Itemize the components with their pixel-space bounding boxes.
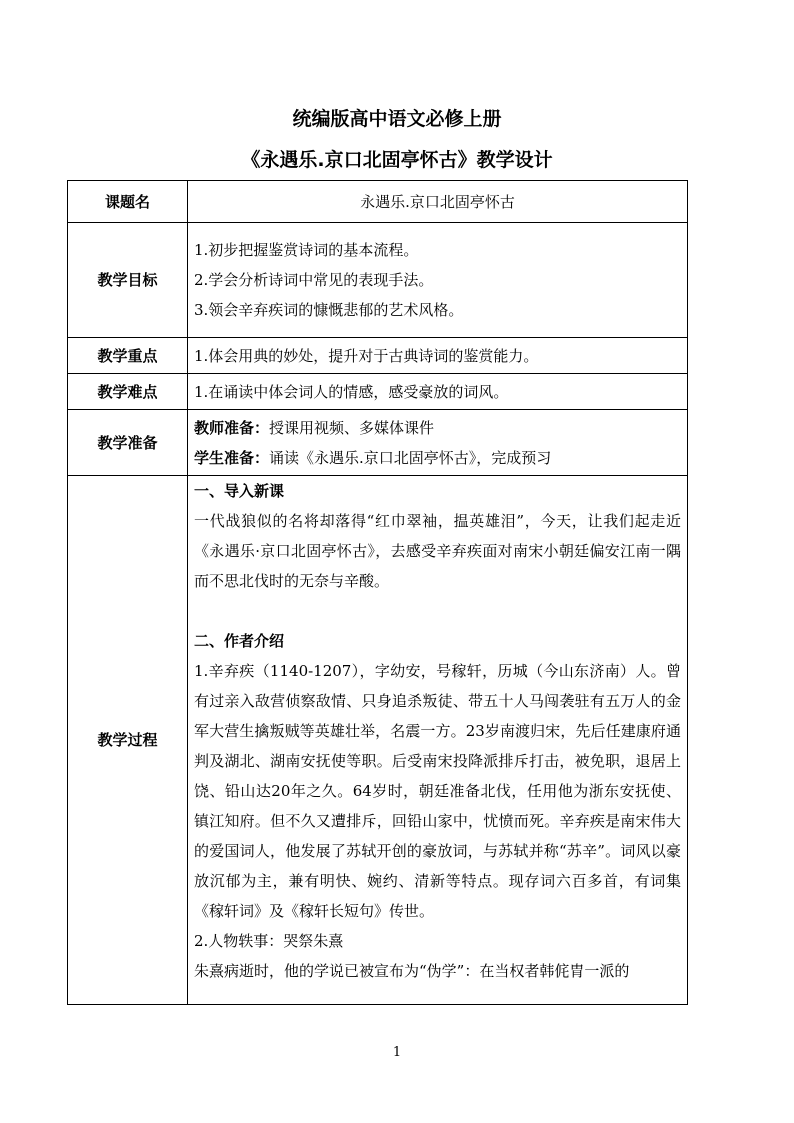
blank-line — [194, 596, 681, 626]
teacher-preparation-text: 授课用视频、多媒体课件 — [269, 418, 435, 437]
objective-item: 1.初步把握鉴赏诗词的基本流程。 — [194, 241, 419, 259]
table-row-key-points — [68, 338, 688, 374]
row-label-process: 教学过程 — [68, 476, 188, 1005]
table-row-objectives — [68, 223, 688, 338]
row-label-difficulties: 教学难点 — [68, 374, 188, 410]
student-preparation — [194, 443, 681, 473]
table-row-topic — [68, 181, 688, 223]
table-row-preparation — [68, 410, 688, 476]
table-row-difficulties — [68, 374, 688, 410]
row-label-preparation: 教学准备 — [68, 410, 188, 476]
table-row-process — [68, 476, 688, 1005]
student-preparation-text: 诵读《永遇乐.京口北固亭怀古》，完成预习 — [269, 448, 552, 467]
teacher-preparation-label: 教师准备： — [194, 418, 270, 437]
row-label-objectives: 教学目标 — [68, 223, 188, 338]
objective-item: 3.领会辛弃疾词的慷慨悲郁的艺术风格。 — [194, 301, 464, 319]
student-preparation-label: 学生准备： — [194, 448, 270, 467]
teacher-preparation — [194, 413, 681, 443]
row-label-topic: 课题名 — [68, 181, 188, 223]
difficulties-value: 1.在诵读中体会词人的情感，感受豪放的词风。 — [188, 374, 688, 410]
section-heading-intro: 一、导入新课 — [194, 482, 285, 500]
section-author-text: 1.辛弃疾（1140-1207），字幼安，号稼轩，历城（今山东济南）人。曾有过亲入敌营侦察敌情、只身追杀叛徒、带五十人马闯袭驻有五万人的金军大营生擒叛贼等英雄壮举，名震一方。23岁南渡归宋，先后任建康府通判及湖北、湖南安抚使等职。后受南宋投降派排斥打击，被免职，退居上饶、铅山达20年之久。64岁时，朝廷准备北伐，任用他为浙东安抚使、镇江知府。但不久又遭排斥，回铅山家中，忧愤而死。辛弃疾是南宋伟大的爱国词人，他发展了苏轼开创的豪放词，与苏轼并称“苏辛”。词风以豪放沉郁为主，兼有明快、婉约、清新等特点。现存词六百多首，有词集《稼轩词》及《稼轩长短句》传世。 — [194, 662, 681, 920]
row-label-key-points: 教学重点 — [68, 338, 188, 374]
topic-value: 永遇乐.京口北固亭怀古 — [188, 181, 688, 223]
document-subtitle: 《永遇乐.京口北固亭怀古》教学设计 — [241, 149, 553, 171]
objective-item: 2.学会分析诗词中常见的表现手法。 — [194, 271, 434, 289]
anecdote-heading: 2.人物轶事：哭祭朱熹 — [194, 932, 344, 950]
key-points-value: 1.体会用典的妙处，提升对于古典诗词的鉴赏能力。 — [188, 338, 688, 374]
preparation-cell — [188, 410, 688, 476]
objectives-cell — [188, 223, 688, 338]
document-title: 统编版高中语文必修上册 — [292, 108, 502, 130]
section-heading-author: 二、作者介绍 — [194, 632, 285, 650]
lesson-plan-table — [67, 180, 688, 1005]
process-cell — [188, 476, 688, 1005]
anecdote-text: 朱熹病逝时，他的学说已被宣布为“伪学”：在当权者韩侂胄一派的 — [194, 962, 630, 980]
section-intro-text: 一代战狼似的名将却落得“红巾翠袖，揾英雄泪”，今天，让我们起走近《永遇乐·京口北固亭怀古》，去感受辛弃疾面对南宋小朝廷偏安江南一隅而不思北伐时的无奈与辛酸。 — [194, 512, 681, 590]
page-number: 1 — [392, 1045, 402, 1060]
